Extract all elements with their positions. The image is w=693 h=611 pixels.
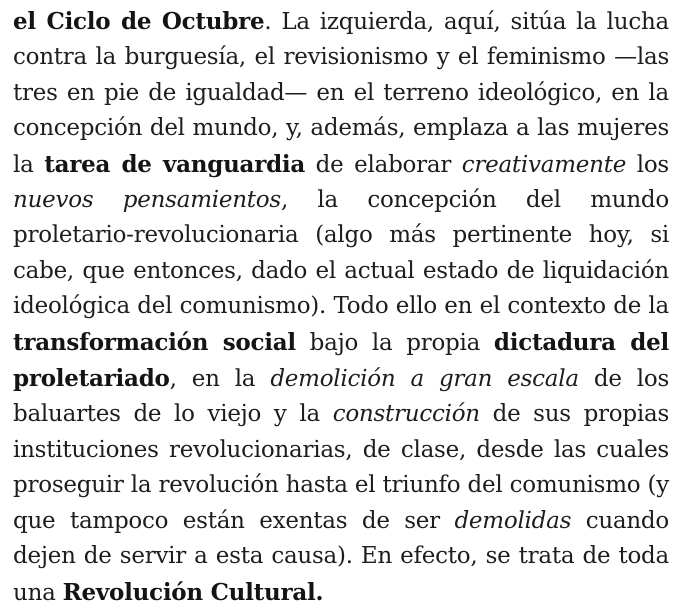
text-run: de elaborar [305,151,462,178]
bold-phrase-transformacion-social: transformación social [13,328,296,356]
text-run: , en la [169,366,271,393]
italic-phrase-creativamente: creativamente [461,151,627,178]
bold-phrase-ciclo-de-octubre: el Ciclo de Octubre [13,8,265,35]
bold-phrase-tarea-de-vanguardia: tarea de vanguardia [44,150,306,178]
text-run: . La izquierda, aquí, sitúa la lucha contra la burguesía, el revisionismo y el feminismo —las tres en pie de igualdad— en el terreno ideológico, en la concepción del mundo, y, además, emplaza a las mujeres la [13,9,669,178]
italic-phrase-demolicion-a-gran-escala: demolición a gran escala [270,366,579,393]
italic-phrase-construccion: construcción [332,401,480,428]
text-run: los [626,151,669,178]
italic-phrase-demolidas: demolidas [454,507,572,534]
text-run: cuando dejen de servir a esta causa). En efecto, se trata de toda una [13,507,669,606]
bold-phrase-dictadura-del-proletariado: dictadura del proletariado [13,328,669,393]
text-run: , la concepción del mundo proletario-revolucionaria (algo más pertinente hoy, si cabe, que entonces, dado el actual estado de liquidación ideológica del comunismo). Todo ello en el contexto de la [13,187,669,320]
text-run: bajo la propia [295,329,494,356]
italic-phrase-nuevos-pensamientos: nuevos pensamientos [13,187,281,214]
body-paragraph [13,4,669,611]
text-run: de los baluartes de lo viejo y la [13,366,669,428]
bold-phrase-revolucion-cultural: Revolución Cultural. [62,578,324,606]
text-run: de sus propias instituciones revolucionarias, de clase, desde las cuales proseguir la revolución hasta el triunfo del comunismo (y que tampoco están exentas de ser [13,401,669,534]
